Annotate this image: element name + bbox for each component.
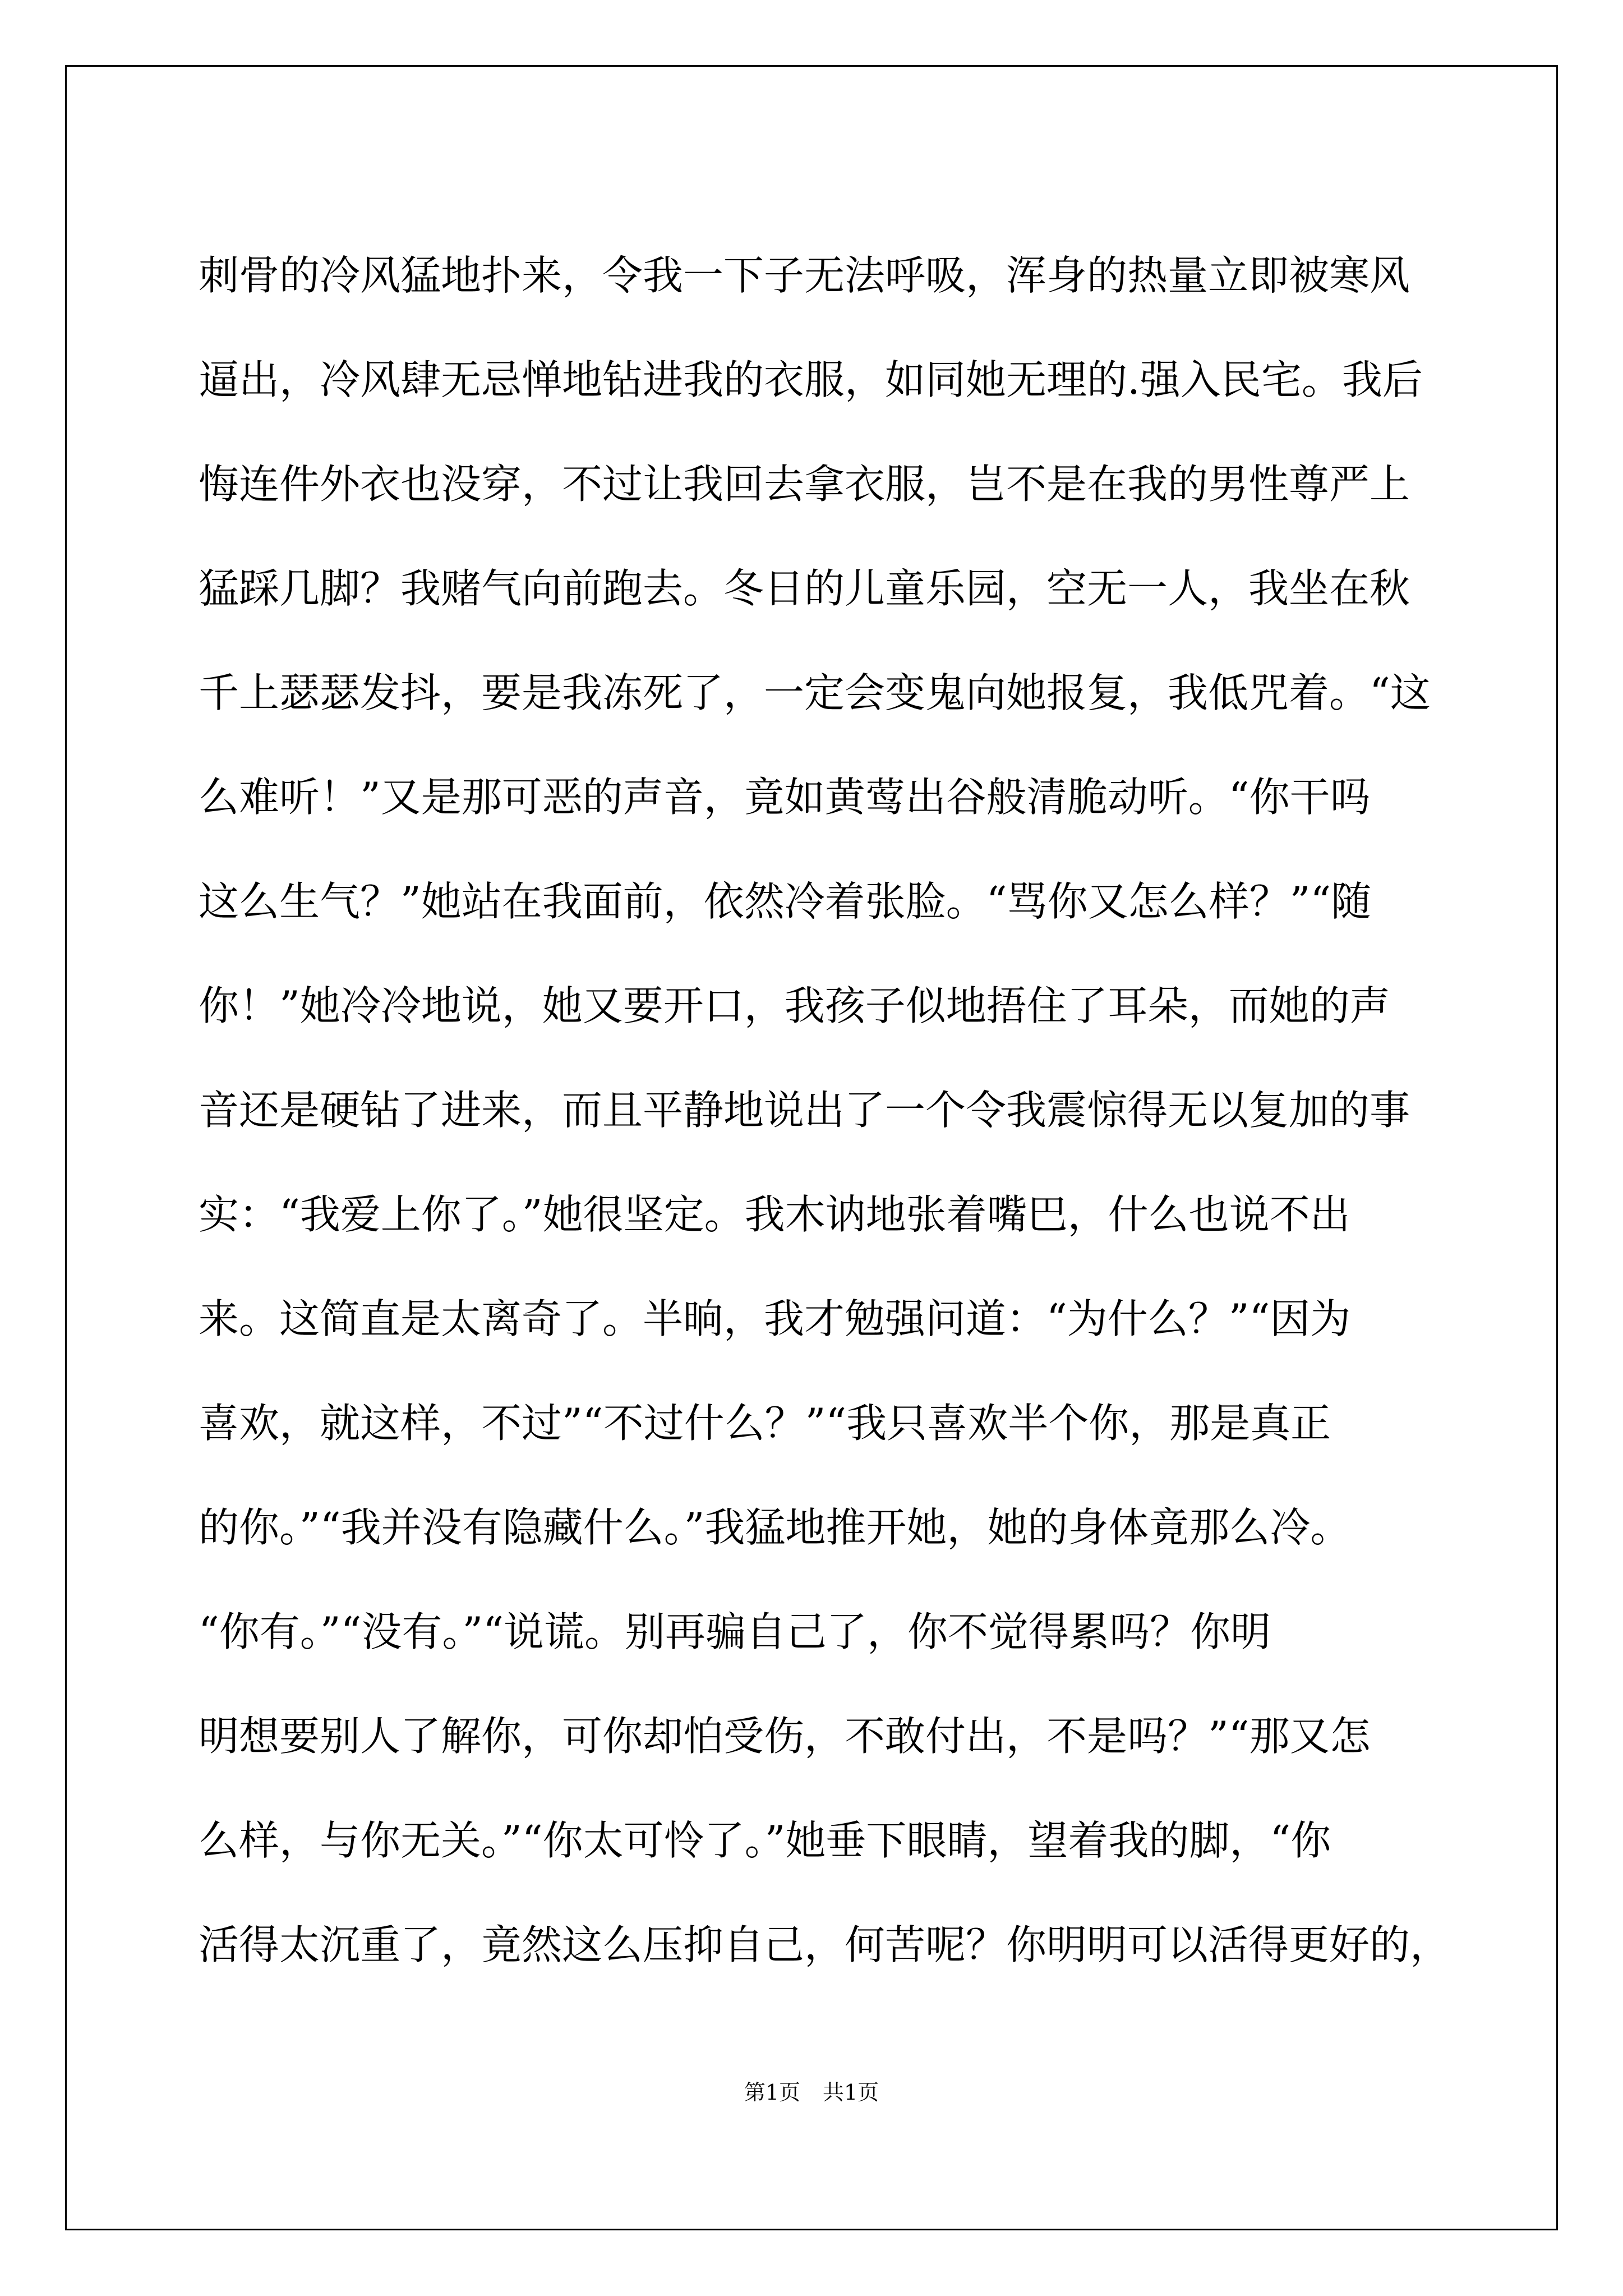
text-line: 你！”她冷冷地说，她又要开口，我孩子似地捂住了耳朵，而她的声 bbox=[199, 982, 1390, 1029]
page-number: 第1页 bbox=[744, 2080, 800, 2105]
text-line: 活得太沉重了，竟然这么压抑自己，何苦呢？你明明可以活得更好的， bbox=[199, 1921, 1451, 1968]
page-total: 共1页 bbox=[823, 2080, 879, 2105]
text-line: 音还是硬钻了进来，而且平静地说出了一个令我震惊得无以复加的事 bbox=[199, 1087, 1410, 1134]
text-line: 悔连件外衣也没穿，不过让我回去拿衣服，岂不是在我的男性尊严上 bbox=[199, 461, 1410, 508]
text-line: 喜欢，就这样，不过”“不过什么？”“我只喜欢半个你，那是真正 bbox=[199, 1400, 1331, 1447]
text-line: 逼出，冷风肆无忌惮地钻进我的衣服，如同她无理的.强入民宅。我后 bbox=[199, 356, 1423, 403]
text-line: 实：“我爱上你了。”她很坚定。我木讷地张着嘴巴，什么也说不出 bbox=[199, 1191, 1350, 1238]
text-line: 明想要别人了解你，可你却怕受伤，不敢付出，不是吗？”“那又怎 bbox=[199, 1713, 1371, 1760]
text-line: 么样，与你无关。”“你太可怜了。”她垂下眼睛，望着我的脚，“你 bbox=[199, 1817, 1331, 1864]
text-line: 的你。”“我并没有隐藏什么。”我猛地推开她，她的身体竟那么冷。 bbox=[199, 1504, 1351, 1551]
text-line: “你有。”“没有。”“说谎。别再骗自己了，你不觉得累吗？你明 bbox=[199, 1608, 1271, 1655]
text-line: 么难听！”又是那可恶的声音，竟如黄莺出谷般清脆动听。“你干吗 bbox=[199, 774, 1371, 821]
text-line: 这么生气？”她站在我面前，依然冷着张脸。“骂你又怎么样？”“随 bbox=[199, 878, 1372, 925]
text-line: 来。这简直是太离奇了。半晌，我才勉强问道：“为什么？”“因为 bbox=[199, 1295, 1351, 1342]
page-footer bbox=[0, 2076, 1623, 2109]
document-body bbox=[199, 223, 1488, 1997]
text-line: 千上瑟瑟发抖，要是我冻死了，一定会变鬼向她报复，我低咒着。“这 bbox=[199, 669, 1431, 716]
text-line: 猛踩几脚？我赌气向前跑去。冬日的儿童乐园，空无一人，我坐在秋 bbox=[199, 565, 1410, 612]
text-line: 刺骨的冷风猛地扑来，令我一下子无法呼吸，浑身的热量立即被寒风 bbox=[199, 252, 1410, 299]
